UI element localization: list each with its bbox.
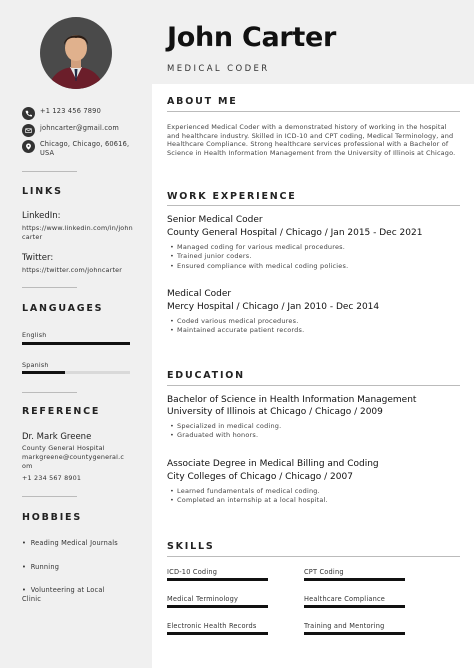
skill-level-bar [167,605,268,608]
degree-bullet: • Specialized in medical coding. [170,422,281,431]
skill-name: Electronic Health Records [167,622,257,630]
job-bullet: • Maintained accurate patient records. [170,326,304,335]
job-title: Medical Coder [167,289,232,299]
linkedin-url-line-2: carter [22,233,43,241]
phone-icon [22,107,35,120]
job-title: Senior Medical Coder [167,215,263,225]
section-divider [167,205,460,206]
reference-email-line-1: markgreene@countygeneral.c [22,453,125,461]
degree-details: University of Illinois at Chicago / Chicago / 2009 [167,407,383,417]
language-level-fill [22,342,130,345]
candidate-role: MEDICAL CODER [167,64,270,74]
skill-level-bar [167,578,268,581]
email-text[interactable]: johncarter@gmail.com [40,124,120,132]
skill-level-fill [304,605,405,608]
job-bullet: • Coded various medical procedures. [170,317,304,326]
sidebar-divider [22,171,77,172]
reference-org: County General Hospital [22,444,105,452]
skill-level-bar [304,632,405,635]
sidebar-divider [22,496,77,497]
links-heading: LINKS [22,186,63,197]
reference-phone: +1 234 567 8901 [22,474,82,482]
skill-level-fill [167,578,268,581]
hobby-item-continued: Clinic [22,595,42,603]
address-line-2: USA [40,149,55,157]
education-heading: EDUCATION [167,370,245,381]
email-icon [22,124,35,137]
skill-level-bar [167,632,268,635]
location-pin-icon [22,140,35,153]
address-line-1: Chicago, Chicago, 60616, [40,140,130,148]
hobby-item: • Running [22,563,60,571]
degree-bullets [170,422,281,441]
contact-address [22,140,129,158]
hobby-item: • Reading Medical Journals [22,539,118,547]
skill-level-fill [167,632,268,635]
degree-bullet: • Learned fundamentals of medical coding. [170,487,328,496]
skill-level-fill [304,578,405,581]
contact-email [22,124,119,137]
language-level-bar [22,371,130,374]
section-divider [167,385,460,386]
avatar [40,17,112,89]
degree-title: Associate Degree in Medical Billing and Coding [167,459,379,469]
job-bullets [170,243,348,271]
job-bullet: • Managed coding for various medical procedures. [170,243,348,252]
job-bullet: • Ensured compliance with medical coding policies. [170,262,348,271]
degree-bullet: • Completed an internship at a local hospital. [170,496,328,505]
language-level-bar [22,342,130,345]
sidebar-divider [22,392,77,393]
hobby-item: • Volunteering at Local [22,586,105,594]
languages-heading: LANGUAGES [22,303,104,314]
hobby-text: Reading Medical Journals [30,539,118,547]
job-details: County General Hospital / Chicago / Jan 2015 - Dec 2021 [167,228,423,238]
job-bullets [170,317,304,336]
skill-name: Medical Terminology [167,595,239,603]
skill-level-bar [304,605,405,608]
about-text: Experienced Medical Coder with a demonstrated history of working in the hospital and healthcare industry. Skilled in ICD-10 and CPT coding, Medical Terminology, and Healthcare Compliance. Strong healthcare services professional with a Bachelor of Science in Health Information Management from the University of Illinois at Chicago. [167,123,456,157]
hobby-text: Running [30,563,60,571]
skill-name: CPT Coding [304,568,344,576]
twitter-label: Twitter: [22,253,54,263]
skill-level-fill [304,632,405,635]
section-divider [167,111,460,112]
reference-email[interactable] [22,453,124,471]
contact-phone [22,107,101,120]
phone-text: +1 123 456 7890 [40,107,101,115]
language-name: Spanish [22,361,49,369]
address-text [40,140,129,158]
candidate-name: John Carter [167,22,337,53]
reference-name: Dr. Mark Greene [22,432,92,442]
work-heading: WORK EXPERIENCE [167,191,297,202]
hobbies-heading: HOBBIES [22,512,82,523]
skills-heading: SKILLS [167,541,215,552]
reference-heading: REFERENCE [22,406,101,417]
skill-name: Healthcare Compliance [304,595,386,603]
sidebar-divider [22,287,77,288]
degree-bullets [170,487,328,506]
skill-level-bar [304,578,405,581]
degree-title: Bachelor of Science in Health Information Management [167,395,417,405]
skill-name: Training and Mentoring [304,622,385,630]
skill-name: ICD-10 Coding [167,568,218,576]
job-bullet: • Trained junior coders. [170,252,348,261]
section-divider [167,556,460,557]
language-name: English [22,331,47,339]
job-details: Mercy Hospital / Chicago / Jan 2010 - Dec 2014 [167,302,380,312]
skill-level-fill [167,605,268,608]
about-heading: ABOUT ME [167,96,238,107]
hobby-text: Volunteering at Local [30,586,105,594]
linkedin-url-line-1: https://www.linkedin.com/in/john [22,224,133,232]
language-level-fill [22,371,65,374]
degree-bullet: • Graduated with honors. [170,431,281,440]
degree-details: City Colleges of Chicago / Chicago / 2007 [167,472,353,482]
linkedin-url[interactable] [22,224,133,242]
reference-email-line-2: om [22,462,33,470]
twitter-url[interactable]: https://twitter.com/johncarter [22,266,123,274]
linkedin-label: LinkedIn: [22,211,61,221]
